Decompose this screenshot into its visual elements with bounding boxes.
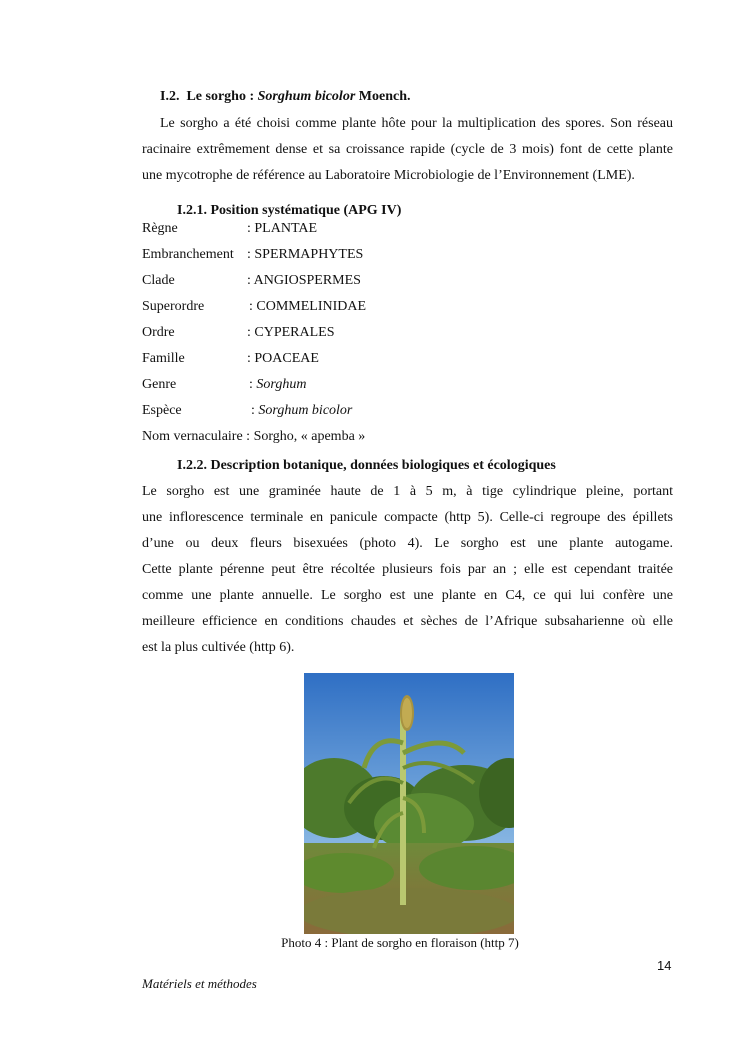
- taxonomy-label: Embranchement: [142, 247, 234, 262]
- taxonomy-label: Clade: [142, 273, 175, 288]
- section-number: I.2.: [160, 89, 180, 104]
- taxonomy-label: Superordre: [142, 299, 205, 314]
- description-line: comme une plante annuelle. Le sorgho est une plante en C4, ce qui lui confère une: [142, 588, 673, 603]
- description-line: meilleure efficience en conditions chaudes et sèches de l’Afrique subsaharienne où elle: [142, 614, 673, 629]
- taxonomy-label: Règne: [142, 221, 178, 236]
- intro-line: Le sorgho a été choisi comme plante hôte pour la multiplication des spores. Son réseau: [160, 116, 673, 131]
- section-title-suffix: Moench.: [355, 89, 411, 104]
- taxonomy-value: : Sorghum bicolor: [251, 403, 353, 418]
- description-line: est la plus cultivée (http 6).: [142, 640, 295, 655]
- taxonomy-label: Genre: [142, 377, 177, 392]
- subsection-number: I.2.1.: [177, 203, 207, 218]
- intro-line: racinaire extrêmement dense et sa croissance rapide (cycle de 3 mois) font de cette plante: [142, 142, 673, 157]
- taxonomy-value: : Sorghum: [249, 377, 307, 392]
- taxonomy-label: Ordre: [142, 325, 175, 340]
- taxonomy-value: : SPERMAPHYTES: [247, 247, 364, 262]
- taxonomy-value: : ANGIOSPERMES: [247, 273, 361, 288]
- section-heading: [160, 89, 410, 105]
- sorghum-photo: [304, 673, 514, 934]
- subsection-title: Description botanique, données biologiques et écologiques: [210, 458, 556, 473]
- subsection-heading-2: [177, 458, 556, 474]
- vernacular-name: Nom vernaculaire : Sorgho, « apemba »: [142, 429, 366, 444]
- subsection-heading-1: [177, 203, 401, 219]
- intro-paragraph: [142, 111, 673, 189]
- subsection-title: Position systématique (APG IV): [210, 203, 402, 218]
- description-line: Cette plante pérenne peut être récoltée plusieurs fois par an ; elle est cependant traitée: [142, 562, 673, 577]
- subsection-number: I.2.2.: [177, 458, 207, 473]
- taxonomy-value: : POACEAE: [247, 351, 319, 366]
- description-line: d’une ou deux fleurs bisexuées (photo 4). Le sorgho est une plante autogame.: [142, 536, 673, 551]
- page-number: 14: [657, 958, 672, 973]
- description-paragraph: [142, 479, 673, 661]
- intro-line: une mycotrophe de référence au Laboratoire Microbiologie de l’Environnement (LME).: [142, 168, 635, 183]
- taxonomy-value: : COMMELINIDAE: [249, 299, 367, 314]
- taxonomy-label: Espèce: [142, 403, 182, 418]
- photo-caption: Photo 4 : Plant de sorgho en floraison (http 7): [281, 935, 519, 950]
- taxonomy-label: Famille: [142, 351, 185, 366]
- section-title-prefix: Le sorgho :: [186, 89, 258, 104]
- description-line: une inflorescence terminale en panicule compacte (http 5). Celle-ci regroupe des épillets: [142, 510, 673, 525]
- section-title-italic: Sorghum bicolor: [257, 89, 356, 104]
- description-line: Le sorgho est une graminée haute de 1 à 5 m, à tige cylindrique pleine, portant: [142, 484, 673, 499]
- taxonomy-value: : CYPERALES: [247, 325, 335, 340]
- page-footer: Matériels et méthodes: [142, 976, 257, 991]
- taxonomy-value: : PLANTAE: [247, 221, 318, 236]
